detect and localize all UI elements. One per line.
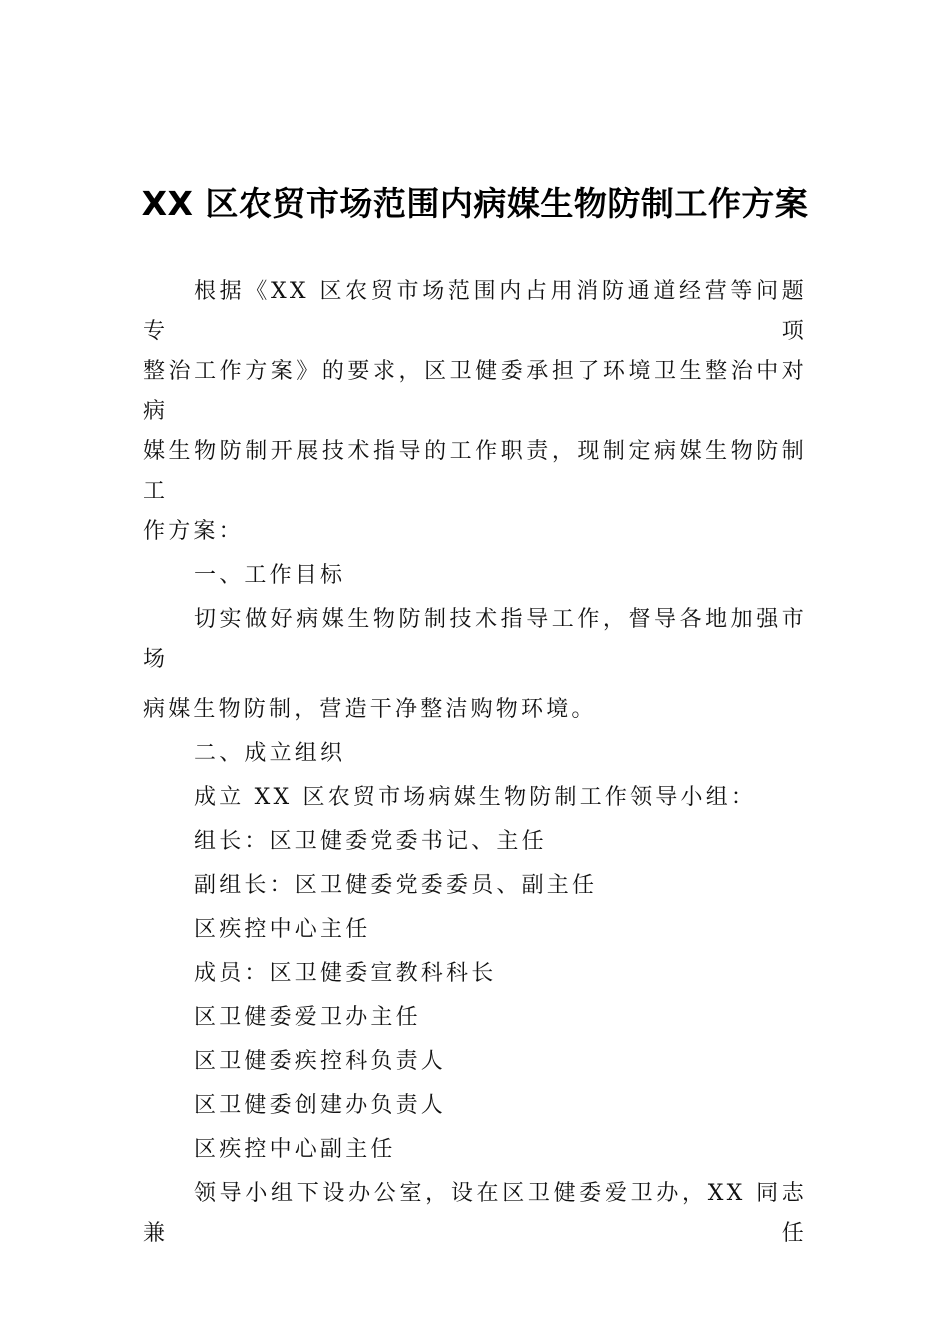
- section-heading-organization: 二、成立组织: [194, 741, 346, 766]
- section-heading-goals: 一、工作目标: [194, 563, 346, 588]
- organization-line: 区卫健委爱卫办主任: [194, 1005, 421, 1030]
- organization-line: 区卫健委疾控科负责人: [194, 1049, 447, 1074]
- goals-line: 病媒生物防制，营造干净整洁购物环境。: [143, 697, 597, 722]
- organization-line: 副组长：区卫健委党委委员、副主任: [194, 873, 598, 898]
- organization-line: 成员：区卫健委宣教科科长: [194, 961, 497, 986]
- intro-line: 整治工作方案》的要求，区卫健委承担了环境卫生整治中对病: [143, 359, 807, 424]
- organization-line: 区疾控中心副主任: [194, 1137, 396, 1162]
- document-body: [143, 272, 807, 1254]
- organization-line: 领导小组下设办公室，设在区卫健委爱卫办，XX 同志兼任: [143, 1181, 807, 1246]
- document-title: XX 区农贸市场范围内病媒生物防制工作方案: [141, 184, 809, 223]
- organization-line: 区卫健委创建办负责人: [194, 1093, 447, 1118]
- goals-line: 切实做好病媒生物防制技术指导工作，督导各地加强市场: [143, 607, 807, 672]
- organization-line: 区疾控中心主任: [194, 917, 371, 942]
- organization-line: 组长：区卫健委党委书记、主任: [194, 829, 547, 854]
- intro-line: 根据《XX 区农贸市场范围内占用消防通道经营等问题专项: [143, 279, 807, 344]
- intro-line: 作方案：: [143, 519, 244, 544]
- intro-line: 媒生物防制开展技术指导的工作职责，现制定病媒生物防制工: [143, 439, 807, 504]
- organization-line: 成立 XX 区农贸市场病媒生物防制工作领导小组：: [194, 785, 757, 810]
